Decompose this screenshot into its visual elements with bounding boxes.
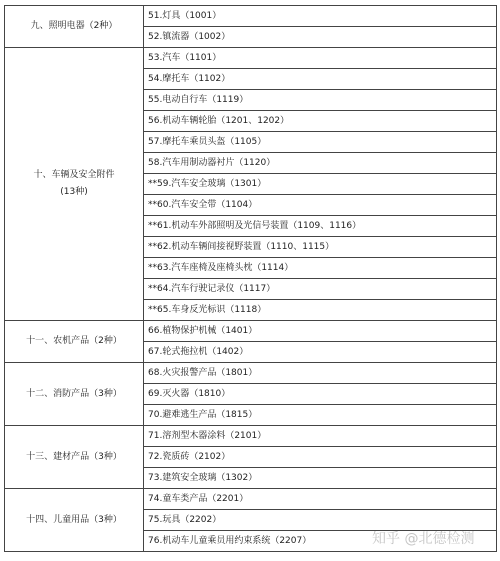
product-item-cell: 71.溶剂型木器涂料（2101） [144, 426, 497, 447]
category-cell [5, 321, 144, 363]
product-item-cell: 55.电动自行车（1119） [144, 90, 497, 111]
category-name: 十三、建材产品（3种） [26, 451, 122, 462]
product-item-cell: **64.汽车行驶记录仪（1117） [144, 279, 497, 300]
category-name: 九、照明电器（2种） [30, 21, 118, 31]
product-item-cell: 69.灭火器（1810） [144, 384, 497, 405]
table-row [5, 363, 497, 384]
category-cell [5, 6, 144, 48]
category-name: 十、车辆及安全附件 [33, 170, 115, 180]
catalog-table-body [5, 6, 497, 552]
product-item-cell: 72.瓷质砖（2102） [144, 447, 497, 468]
product-item-cell: 73.建筑安全玻璃（1302） [144, 468, 497, 489]
category-name: 十一、农机产品（2种） [26, 336, 122, 346]
table-row [5, 489, 497, 510]
product-item-cell: **59.汽车安全玻璃（1301） [144, 174, 497, 195]
product-item-cell: 66.植物保护机械（1401） [144, 321, 497, 342]
product-item-cell: **61.机动车外部照明及光信号装置（1109、1116） [144, 216, 497, 237]
product-item-cell: 56.机动车辆轮胎（1201、1202） [144, 111, 497, 132]
product-item-cell: 57.摩托车乘员头盔（1105） [144, 132, 497, 153]
product-item-cell: 74.童车类产品（2201） [144, 489, 497, 510]
table-row [5, 426, 497, 447]
ccc-product-catalog-table [4, 5, 497, 552]
category-cell [5, 426, 144, 489]
product-item-cell: **60.汽车安全带（1104） [144, 195, 497, 216]
product-item-cell: 68.火灾报警产品（1801） [144, 363, 497, 384]
category-cell [5, 489, 144, 552]
table-row [5, 48, 497, 69]
product-item-cell: 54.摩托车（1102） [144, 69, 497, 90]
product-item-cell: **65.车身反光标识（1118） [144, 300, 497, 321]
table-row [5, 321, 497, 342]
product-item-cell: 51.灯具（1001） [144, 6, 497, 27]
product-item-cell: 70.避难逃生产品（1815） [144, 405, 497, 426]
category-cell [5, 48, 144, 321]
product-item-cell: **62.机动车辆间接视野装置（1110、1115） [144, 237, 497, 258]
category-count: (13种) [60, 187, 88, 197]
product-item-cell: 76.机动车儿童乘员用约束系统（2207） [144, 531, 497, 552]
watermark: 知乎 @北德检测 [372, 531, 475, 547]
category-cell [5, 363, 144, 426]
product-item-cell: 75.玩具（2202） [144, 510, 497, 531]
product-item-cell: 52.镇流器（1002） [144, 27, 497, 48]
product-item-cell: 58.汽车用制动器衬片（1120） [144, 153, 497, 174]
table-row [5, 6, 497, 27]
category-name: 十四、儿童用品（3种） [26, 514, 122, 525]
product-item-cell: 67.轮式拖拉机（1402） [144, 342, 497, 363]
product-item-cell: **63.汽车座椅及座椅头枕（1114） [144, 258, 497, 279]
category-name: 十二、消防产品（3种） [26, 388, 122, 399]
product-item-cell: 53.汽车（1101） [144, 48, 497, 69]
